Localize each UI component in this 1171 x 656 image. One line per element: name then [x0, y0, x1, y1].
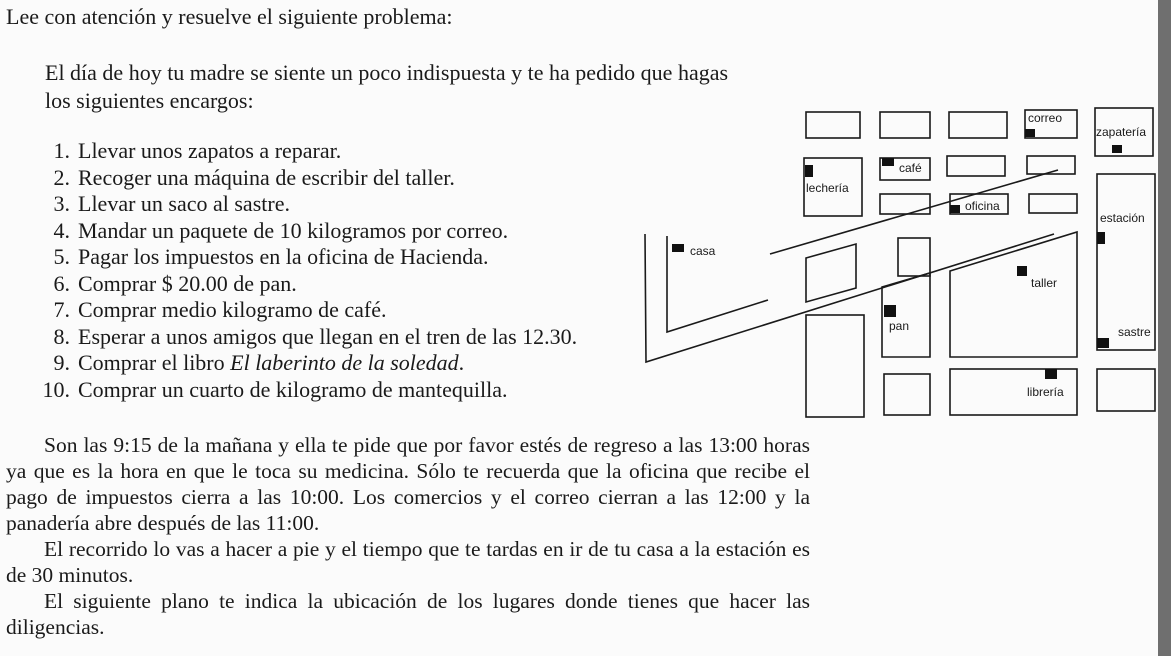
sastre-marker — [1097, 338, 1109, 348]
estacion-marker — [1097, 232, 1105, 244]
intro-paragraph — [45, 59, 728, 115]
instruction-heading: Lee con atención y resuelve el siguiente problema: — [6, 4, 453, 29]
task-number: 7. — [53, 297, 70, 322]
task-number: 9. — [53, 350, 70, 375]
task-item — [30, 244, 577, 271]
task-item — [30, 165, 577, 192]
task-text: Comprar un cuarto de kilogramo de mantequilla. — [78, 376, 508, 402]
map-block — [1097, 369, 1155, 411]
label-correo: correo — [1028, 111, 1063, 125]
problem-description — [6, 432, 810, 640]
casa-marker — [672, 244, 684, 252]
street-map — [640, 100, 1162, 422]
task-item — [30, 218, 577, 245]
lecheria-marker — [805, 165, 813, 177]
label-cafe: café — [899, 161, 922, 175]
label-oficina: oficina — [965, 199, 1000, 213]
map-block — [898, 238, 930, 276]
correo-marker — [1025, 129, 1035, 137]
label-estacion: estación — [1100, 211, 1145, 225]
map-block — [806, 315, 864, 417]
task-item — [30, 138, 577, 165]
map-block — [949, 112, 1007, 138]
map-block-taller — [950, 232, 1077, 357]
task-item — [30, 297, 577, 324]
task-number: 4. — [53, 217, 70, 243]
intro-line-1: El día de hoy tu madre se siente un poco indispuesta y te ha pedido que hagas — [45, 60, 729, 85]
task-number: 3. — [53, 191, 70, 216]
task-text: Mandar un paquete de 10 kilogramos por correo. — [78, 217, 509, 243]
task-number: 1. — [53, 138, 70, 163]
cafe-marker — [882, 158, 894, 166]
task-number: 2. — [53, 164, 70, 190]
task-number: 10. — [42, 376, 70, 402]
map-block — [880, 194, 930, 214]
book-title: El laberinto de la soledad — [230, 350, 459, 375]
oficina-marker — [950, 205, 960, 213]
label-sastre: sastre — [1118, 325, 1151, 339]
task-number: 5. — [53, 244, 70, 269]
taller-marker — [1017, 266, 1027, 276]
task-text: Comprar medio kilogramo de café. — [78, 297, 387, 322]
task-item — [30, 350, 577, 377]
task-list — [30, 138, 577, 403]
map-block — [884, 374, 930, 415]
paragraph-schedule: Son las 9:15 de la mañana y ella te pide que por favor estés de regreso a las 13:00 horas ya que es la hora en que le toca su medicina. Sólo te recuerda que la oficina que recibe el pago de impuestos cierra a las 10:00. Los comercios y el correo cierran a las 12:00 y la panadería abre después de las 11:00. — [6, 433, 810, 535]
task-text: Esperar a unos amigos que llegan en el tren de las 12.30. — [78, 323, 578, 349]
task-item — [30, 324, 577, 351]
map-block — [880, 112, 930, 138]
label-zapateria: zapatería — [1096, 125, 1147, 139]
task-text-end: . — [458, 350, 465, 375]
task-text: Pagar los impuestos en la oficina de Hacienda. — [78, 244, 489, 269]
map-block — [947, 156, 1005, 176]
paragraph-map-intro: El siguiente plano te indica la ubicación de los lugares donde tienes que hacer las diligencias. — [6, 589, 810, 639]
task-number: 6. — [53, 270, 70, 296]
task-item — [30, 271, 577, 298]
intro-line-2: los siguientes encargos: — [45, 88, 254, 113]
map-block — [806, 244, 856, 302]
label-lecheria: lechería — [806, 181, 849, 195]
paragraph-walking: El recorrido lo vas a hacer a pie y el tiempo que te tardas en ir de tu casa a la estación es de 30 minutos. — [6, 537, 810, 587]
map-block — [1029, 194, 1077, 213]
task-text: Comprar el libro — [78, 350, 231, 375]
task-item — [30, 191, 577, 218]
map-block — [806, 112, 860, 138]
label-taller: taller — [1031, 276, 1058, 290]
zapateria-marker — [1112, 145, 1122, 153]
task-text: Llevar unos zapatos a reparar. — [78, 138, 342, 163]
task-text: Recoger una máquina de escribir del taller. — [78, 164, 455, 190]
pan-marker — [884, 305, 896, 317]
task-text: Comprar $ 20.00 de pan. — [78, 270, 297, 296]
task-text: Llevar un saco al sastre. — [78, 191, 290, 216]
task-item — [30, 377, 577, 404]
task-number: 8. — [53, 323, 70, 349]
label-pan: pan — [889, 319, 910, 333]
map-block-estacion — [1097, 174, 1155, 350]
label-libreria: librería — [1027, 385, 1064, 399]
label-casa: casa — [690, 244, 716, 258]
libreria-marker — [1045, 369, 1057, 379]
